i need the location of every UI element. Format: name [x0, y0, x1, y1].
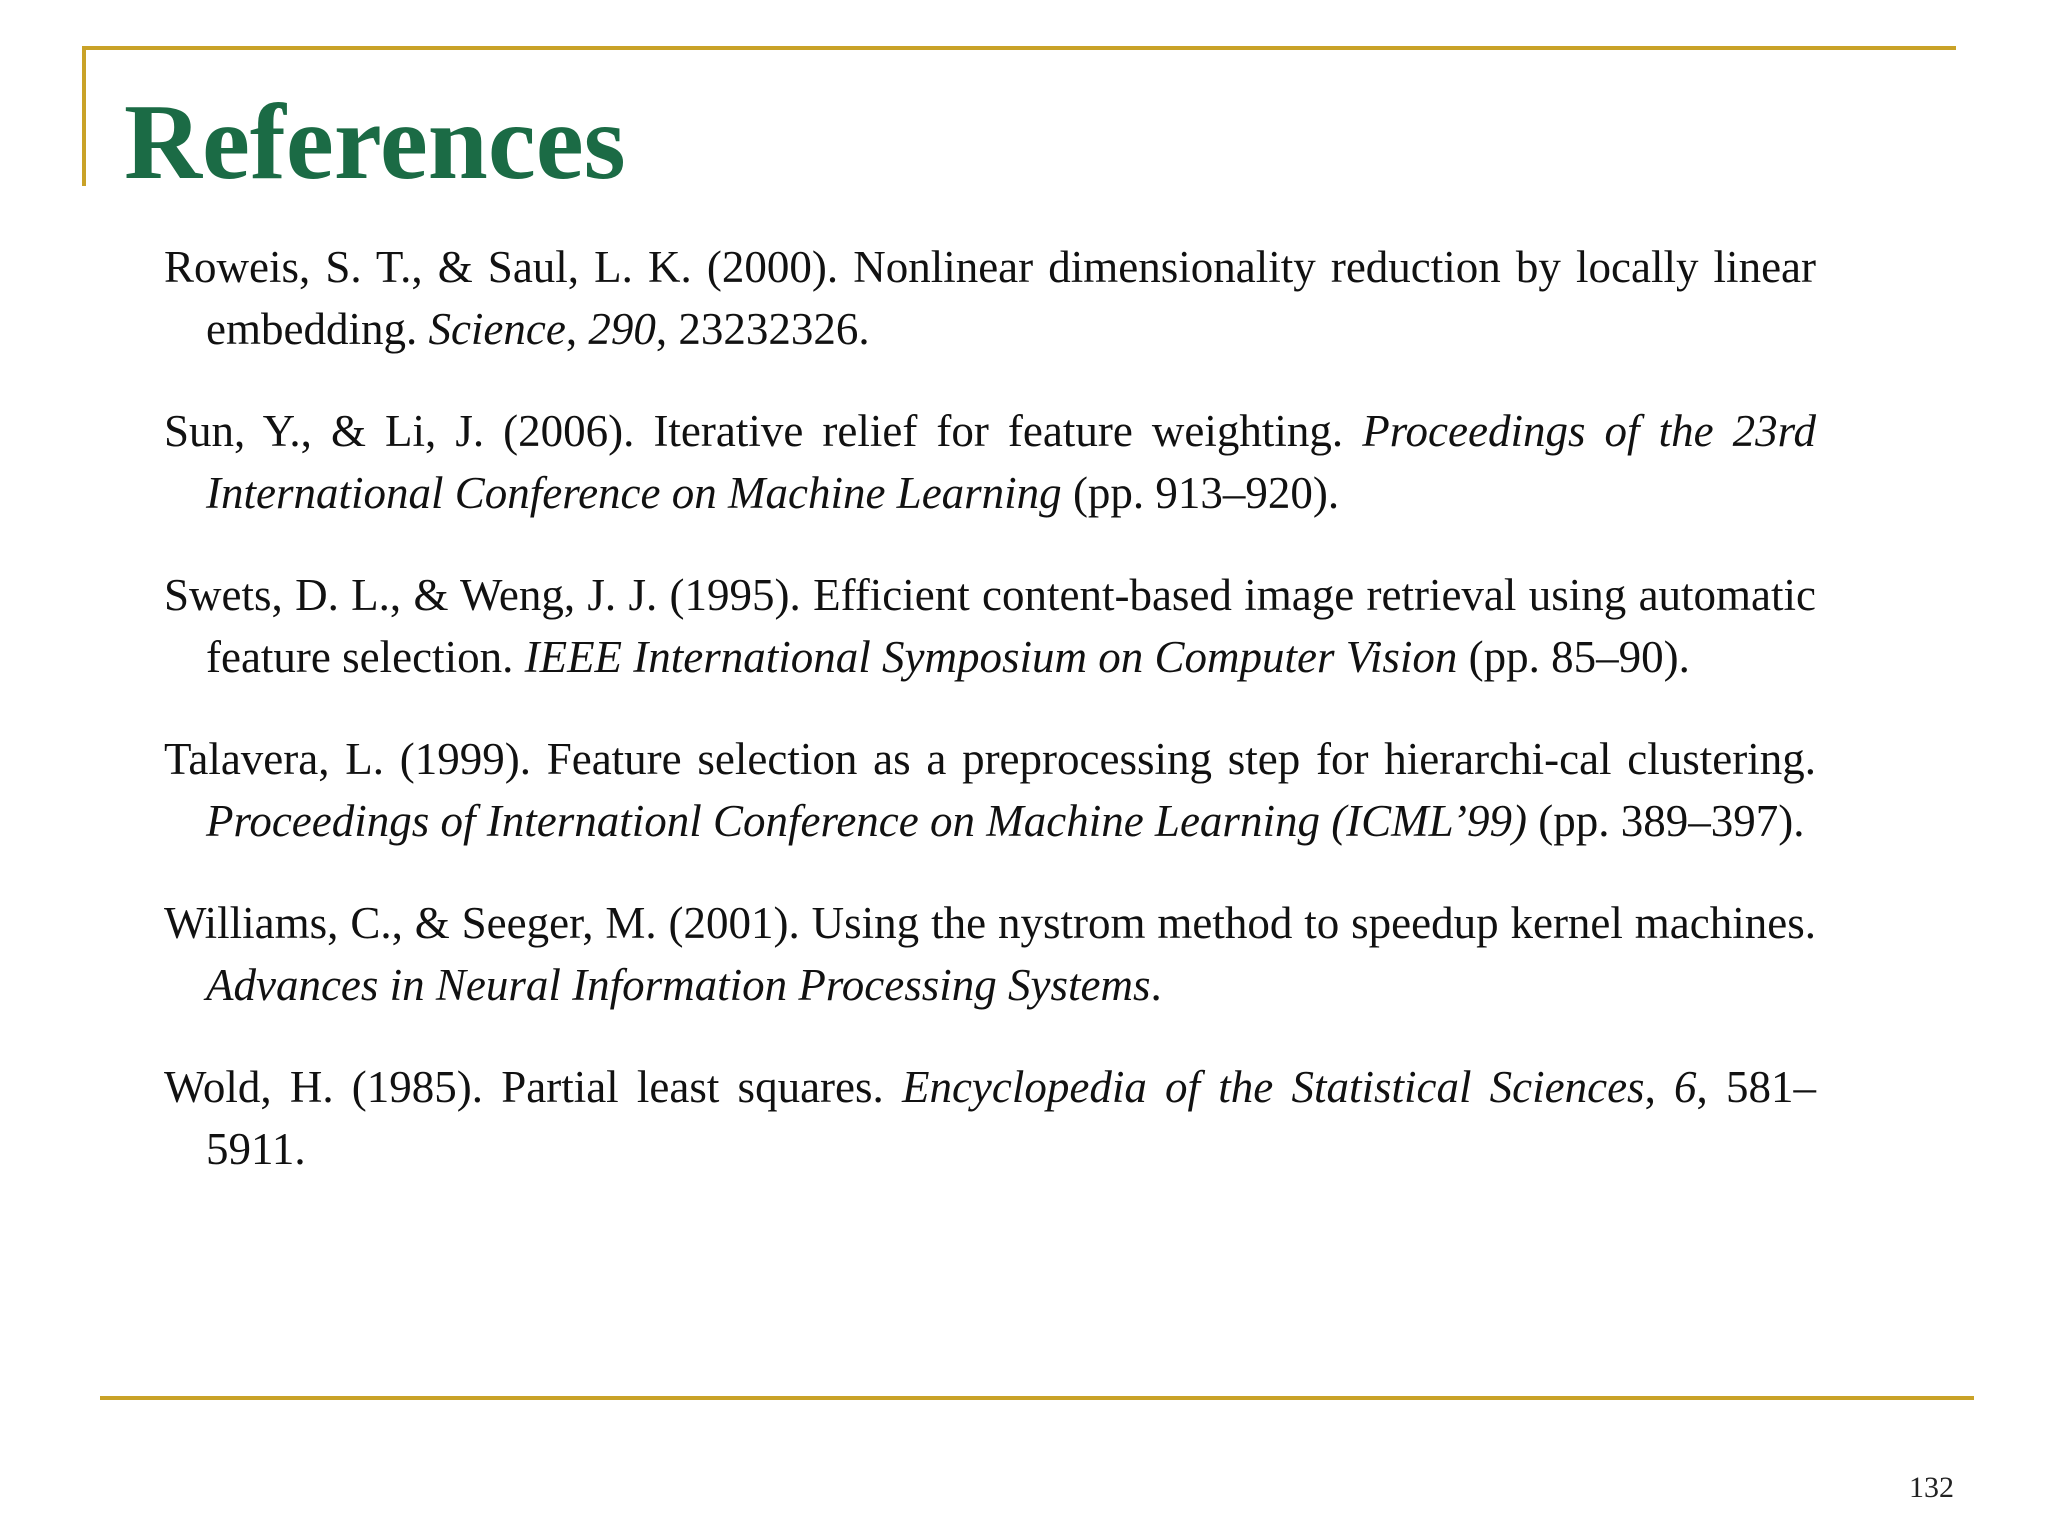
reference-tail: (pp. 85–90).: [1457, 632, 1690, 682]
reference-text: Roweis, S. T., & Saul, L. K. (2000). Nonlinear dimensionality reduction by locally linear embedding.: [164, 242, 1816, 354]
reference-tail: , 581–5911.: [206, 1062, 1817, 1174]
reference-venue: Science: [428, 304, 566, 354]
reference-talavera-1999: [164, 728, 1816, 852]
reference-sun-2006: [164, 400, 1816, 524]
reference-text: Swets, D. L., & Weng, J. J. (1995). Efficient content-based image retrieval using automatic feature selection.: [164, 570, 1816, 682]
reference-text: Talavera, L. (1999). Feature selection as a preprocessing step for hierarchi-cal clustering.: [164, 734, 1816, 784]
reference-roweis-2000: [164, 236, 1816, 360]
reference-tail: , 23232326.: [655, 304, 870, 354]
reference-venue: Encyclopedia of the Statistical Sciences: [901, 1062, 1645, 1112]
reference-volume: 6: [1674, 1062, 1697, 1112]
slide-title: References: [124, 83, 626, 202]
reference-venue: Proceedings of the 23rd International Conference on Machine Learning: [206, 406, 1816, 518]
reference-text: Sun, Y., & Li, J. (2006). Iterative relief for feature weighting.: [164, 406, 1363, 456]
reference-tail: (pp. 913–920).: [1061, 468, 1340, 518]
bottom-rule: [100, 1396, 1974, 1400]
reference-venue: IEEE International Symposium on Computer Vision: [524, 632, 1458, 682]
reference-text: Wold, H. (1985). Partial least squares.: [164, 1062, 902, 1112]
reference-tail: (pp. 389–397).: [1527, 796, 1805, 846]
reference-volume: 290: [588, 304, 656, 354]
reference-separator: ,: [565, 304, 589, 354]
reference-wold-1985: [164, 1056, 1816, 1180]
reference-venue: Proceedings of Internationl Conference on Machine Learning (ICML’99): [206, 796, 1527, 846]
top-rule: [82, 46, 1956, 50]
reference-separator: ,: [1644, 1062, 1675, 1112]
reference-text: Williams, C., & Seeger, M. (2001). Using the nystrom method to speedup kernel machines.: [164, 898, 1816, 948]
page-number: 132: [1909, 1471, 1954, 1504]
reference-tail: .: [1150, 960, 1162, 1010]
reference-williams-2001: [164, 892, 1816, 1016]
reference-list: [164, 236, 1816, 1220]
left-rule: [82, 46, 86, 186]
reference-venue: Advances in Neural Information Processing Systems: [206, 960, 1151, 1010]
reference-swets-1995: [164, 564, 1816, 688]
